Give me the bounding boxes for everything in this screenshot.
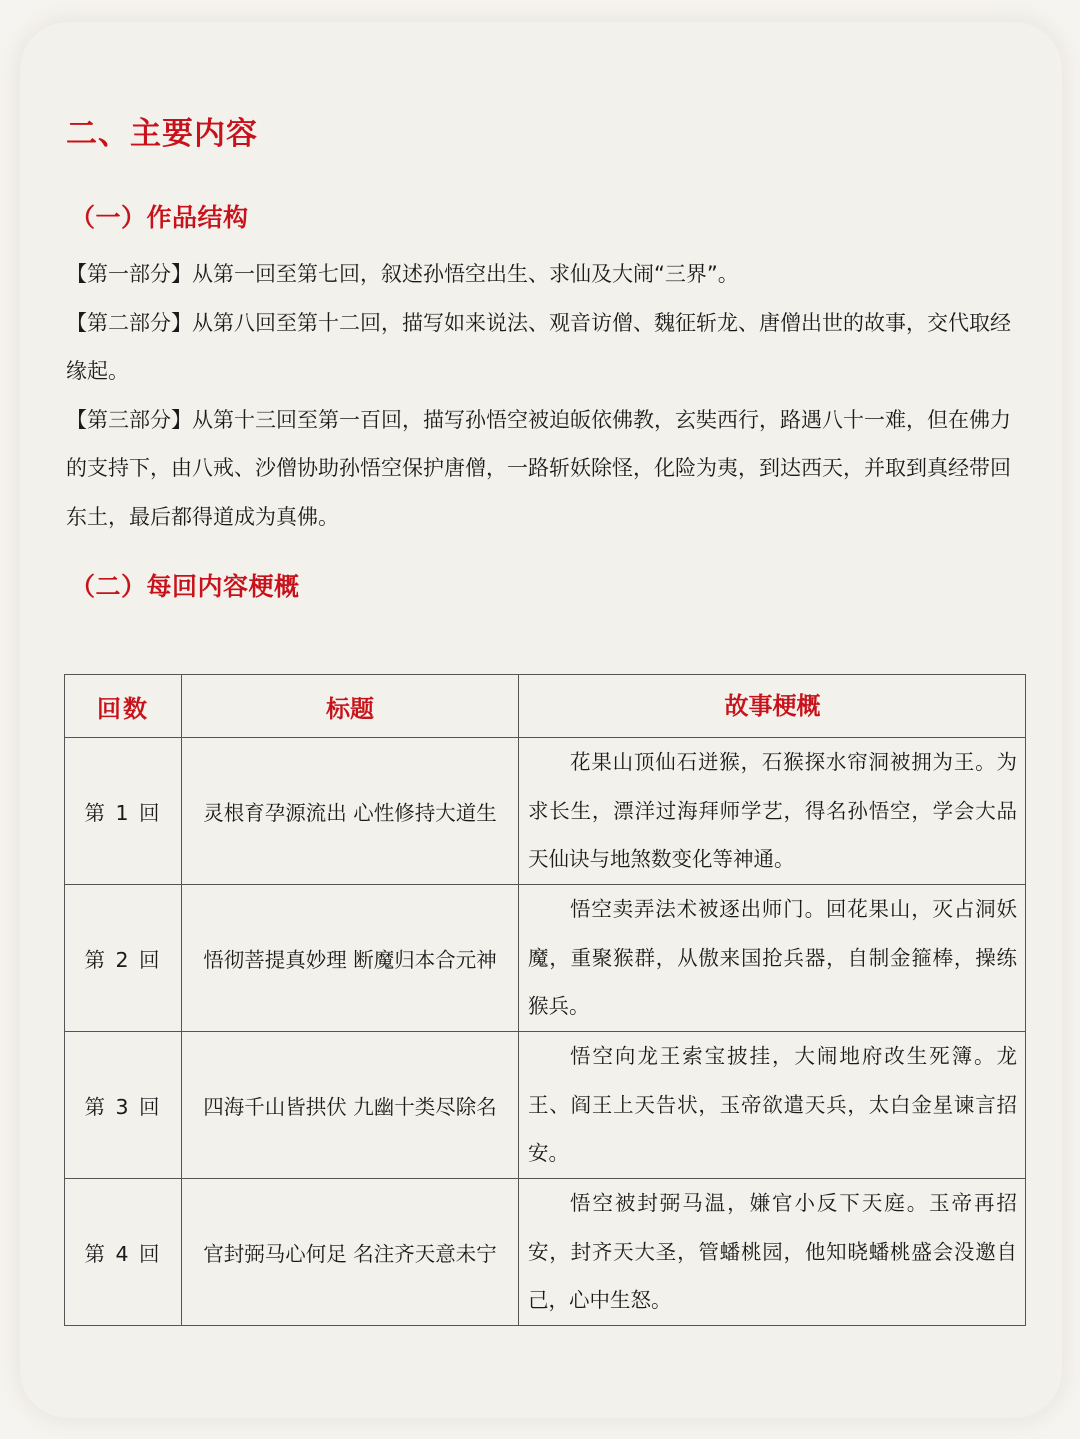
chapter-number-cell: 第 2 回 bbox=[65, 885, 182, 1032]
structure-paragraphs bbox=[66, 250, 1018, 541]
part-one-paragraph bbox=[66, 250, 1018, 299]
chapter-title-cell: 四海千山皆拱伏 九幽十类尽除名 bbox=[182, 1032, 519, 1179]
table-row bbox=[65, 885, 1026, 1032]
document-page bbox=[20, 22, 1062, 1418]
table-header-row bbox=[65, 675, 1026, 738]
chapter-number-cell: 第 4 回 bbox=[65, 1179, 182, 1326]
chapter-title-cell: 灵根育孕源流出 心性修持大道生 bbox=[182, 738, 519, 885]
chapter-summary-table bbox=[64, 674, 1026, 1326]
part-two-paragraph bbox=[66, 299, 1018, 396]
part-one-text: 从第一回至第七回，叙述孙悟空出生、求仙及大闹“三界”。 bbox=[192, 262, 739, 286]
chapter-number-cell: 第 1 回 bbox=[65, 738, 182, 885]
section-heading: 二、主要内容 bbox=[66, 116, 258, 152]
header-chapter-number: 回数 bbox=[65, 675, 182, 738]
header-story-summary: 故事梗概 bbox=[519, 675, 1026, 738]
chapter-title-cell: 官封弼马心何足 名注齐天意未宁 bbox=[182, 1179, 519, 1326]
part-three-paragraph bbox=[66, 396, 1018, 542]
table-row bbox=[65, 738, 1026, 885]
story-summary-cell: 悟空向龙王索宝披挂，大闹地府改生死簿。龙王、阎王上天告状，玉帝欲遣天兵，太白金星谏言招安。 bbox=[519, 1032, 1026, 1179]
part-two-text: 从第八回至第十二回，描写如来说法、观音访僧、魏征斩龙、唐僧出世的故事，交代取经缘起。 bbox=[66, 310, 1011, 383]
structure-subheading: （一）作品结构 bbox=[70, 203, 249, 232]
table-row bbox=[65, 1032, 1026, 1179]
part-three-tag: 【第三部分】 bbox=[66, 407, 192, 432]
part-two-tag: 【第二部分】 bbox=[66, 310, 192, 335]
header-chapter-title: 标题 bbox=[182, 675, 519, 738]
part-one-tag: 【第一部分】 bbox=[66, 262, 192, 286]
part-three-text: 从第十三回至第一百回，描写孙悟空被迫皈依佛教，玄奘西行，路遇八十一难，但在佛力的支持下，由八戒、沙僧协助孙悟空保护唐僧，一路斩妖除怪，化险为夷，到达西天，并取到真经带回东土，最后都得道成为真佛。 bbox=[66, 407, 1011, 529]
table-row bbox=[65, 1179, 1026, 1326]
story-summary-cell: 花果山顶仙石迸猴，石猴探水帘洞被拥为王。为求长生，漂洋过海拜师学艺，得名孙悟空，学会大品天仙诀与地煞数变化等神通。 bbox=[519, 738, 1026, 885]
summary-subheading: （二）每回内容梗概 bbox=[70, 572, 300, 601]
chapter-title-cell: 悟彻菩提真妙理 断魔归本合元神 bbox=[182, 885, 519, 1032]
story-summary-cell: 悟空被封弼马温，嫌官小反下天庭。玉帝再招安，封齐天大圣，管蟠桃园，他知晓蟠桃盛会没邀自己，心中生怒。 bbox=[519, 1179, 1026, 1326]
chapter-number-cell: 第 3 回 bbox=[65, 1032, 182, 1179]
story-summary-cell: 悟空卖弄法术被逐出师门。回花果山，灭占洞妖魔，重聚猴群，从傲来国抢兵器，自制金箍棒，操练猴兵。 bbox=[519, 885, 1026, 1032]
